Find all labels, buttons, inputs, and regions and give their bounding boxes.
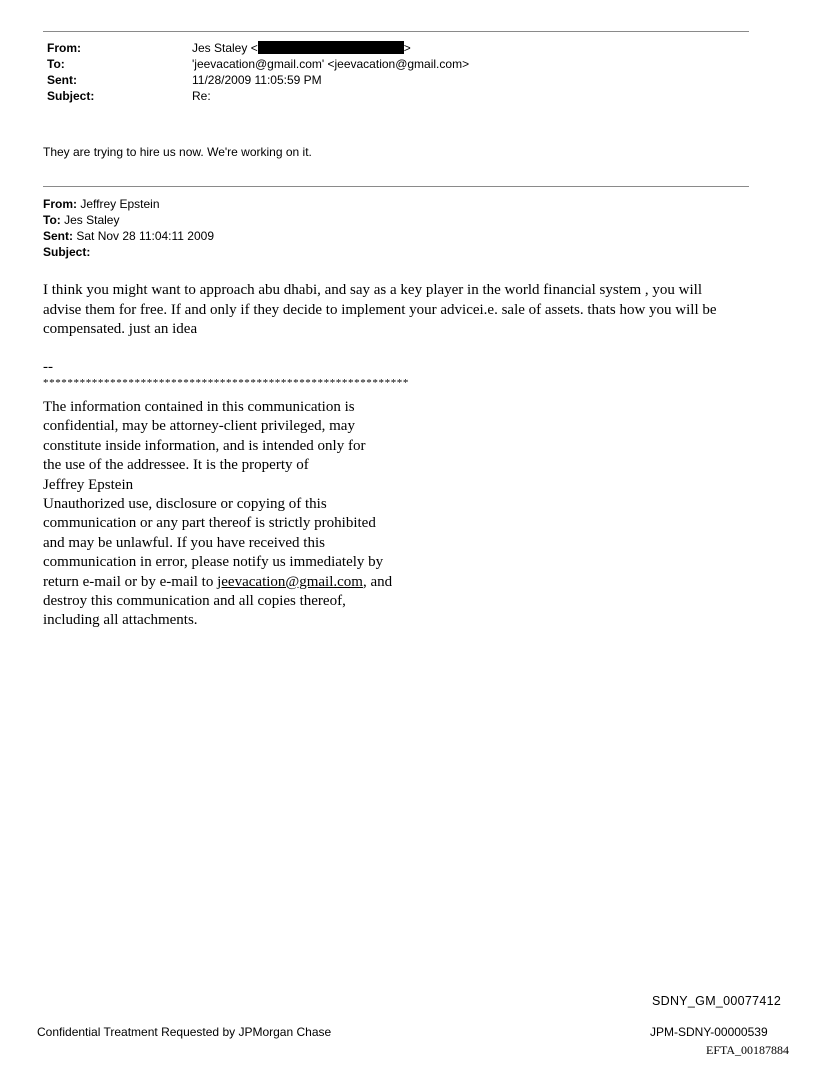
to-value: 'jeevacation@gmail.com' <jeevacation@gmail.com> xyxy=(192,57,470,71)
reply-body: They are trying to hire us now. We're working on it. xyxy=(43,145,312,159)
signature-stars: ************************************************************ xyxy=(43,377,409,389)
quoted-sent-value: Sat Nov 28 11:04:11 2009 xyxy=(76,229,215,243)
disclaimer-line: confidential, may be attorney-client privileged, may xyxy=(43,418,355,435)
quoted-to xyxy=(43,212,119,228)
from-name: Jes Staley < xyxy=(192,41,258,55)
bates-number-jpm: JPM-SDNY-00000539 xyxy=(650,1025,768,1039)
quoted-body-line: advise them for free. If and only if they decide to implement your advicei.e. sale of assets. thats how you will be xyxy=(43,301,717,318)
disclaimer-suffix: , and xyxy=(362,573,393,590)
disclaimer-line: communication or any part thereof is strictly prohibited xyxy=(43,515,376,532)
from-label: From: xyxy=(47,41,81,55)
disclaimer-line: Jeffrey Epstein xyxy=(43,476,134,493)
sent-value: 11/28/2009 11:05:59 PM xyxy=(192,73,322,87)
quoted-from xyxy=(43,196,160,212)
disclaimer-line: including all attachments. xyxy=(43,612,198,629)
disclaimer-line: destroy this communication and all copies thereof, xyxy=(43,593,346,610)
quoted-subject-label: Subject: xyxy=(43,245,91,259)
disclaimer-line: the use of the addressee. It is the property of xyxy=(43,457,309,474)
bates-number-gm: SDNY_GM_00077412 xyxy=(652,994,782,1008)
disclaimer-line: The information contained in this communication is xyxy=(43,399,355,415)
disclaimer-line-email xyxy=(43,573,392,592)
disclaimer xyxy=(43,398,392,631)
quoted-body-line: compensated. just an idea xyxy=(43,321,198,337)
quoted-body-line: I think you might want to approach abu dhabi, and say as a key player in the world financial system , you will xyxy=(43,282,703,298)
redaction-block xyxy=(258,41,404,54)
quoted-body xyxy=(43,281,755,340)
from-bracket: > xyxy=(403,41,411,55)
quoted-from-value: Jeffrey Epstein xyxy=(80,197,160,211)
top-divider xyxy=(43,31,749,32)
quoted-to-label: To: xyxy=(43,213,61,227)
bates-number-efta: EFTA_00187884 xyxy=(706,1043,790,1057)
to-label: To: xyxy=(47,57,65,71)
disclaimer-line: Unauthorized use, disclosure or copying of this xyxy=(43,496,327,513)
quoted-sent-label: Sent: xyxy=(43,229,73,243)
subject-label: Subject: xyxy=(47,89,95,103)
sent-label: Sent: xyxy=(47,73,77,87)
disclaimer-line: communication in error, please notify us immediately by xyxy=(43,554,384,571)
disclaimer-prefix: return e-mail or by e-mail to xyxy=(43,573,218,590)
email-link[interactable]: jeevacation@gmail.com xyxy=(217,573,363,590)
disclaimer-line: and may be unlawful. If you have received this xyxy=(43,534,325,551)
quote-divider xyxy=(43,186,749,187)
from-value xyxy=(192,40,411,56)
quoted-sent xyxy=(43,228,214,244)
quoted-subject xyxy=(43,244,90,260)
subject-value: Re: xyxy=(192,89,211,103)
confidential-notice: Confidential Treatment Requested by JPMorgan Chase xyxy=(37,1025,332,1039)
quoted-from-label: From: xyxy=(43,197,77,211)
disclaimer-line: constitute inside information, and is intended only for xyxy=(43,437,366,454)
quoted-to-value: Jes Staley xyxy=(64,213,120,227)
signature-dash: -- xyxy=(43,359,53,375)
